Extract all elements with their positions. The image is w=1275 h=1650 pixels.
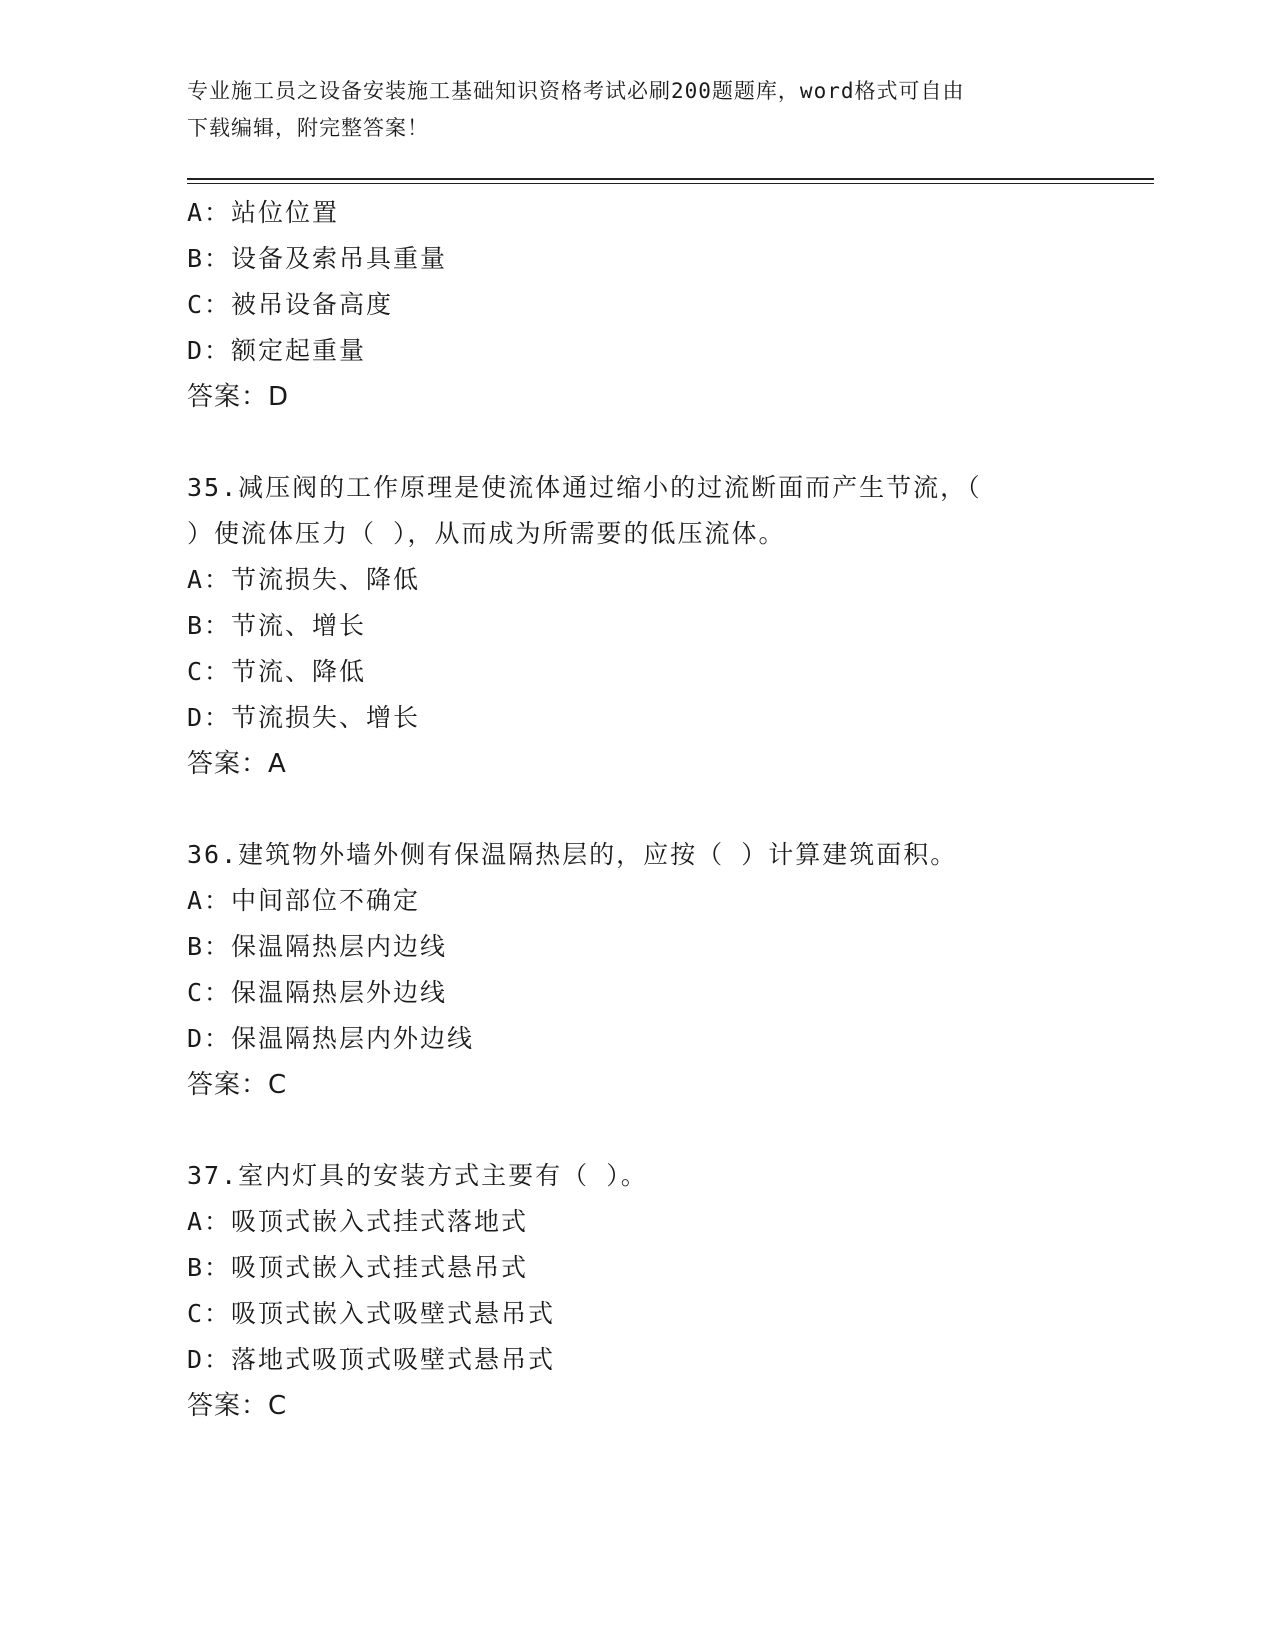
option-b: B：保温隔热层内边线 [187,932,448,961]
option-a: A：站位位置 [187,198,340,227]
header-divider-thick [187,178,1154,180]
question-stem-line-1: 35.减压阀的工作原理是使流体通过缩小的过流断面而产生节流，（ [187,473,982,502]
header-line-1: 专业施工员之设备安装施工基础知识资格考试必刷200题题库，word格式可自由 [187,79,965,103]
question-stem-line-1: 37.室内灯具的安装方式主要有（ ）。 [187,1161,648,1190]
question-list [187,190,1087,1429]
option-a: A：吸顶式嵌入式挂式落地式 [187,1207,529,1236]
document-header [187,73,1067,147]
question-block-35 [187,465,1087,787]
option-b: B：吸顶式嵌入式挂式悬吊式 [187,1253,529,1282]
question-block-36 [187,832,1087,1108]
question-stem-line-1: 36.建筑物外墙外侧有保温隔热层的，应按（ ）计算建筑面积。 [187,840,958,869]
option-a: A：节流损失、降低 [187,565,421,594]
option-c: C：保温隔热层外边线 [187,978,448,1007]
header-divider-thin [187,183,1154,184]
option-c: C：节流、降低 [187,657,367,686]
question-stem-line-2: ）使流体压力（ ），从而成为所需要的低压流体。 [187,519,786,548]
header-line-2: 下载编辑，附完整答案！ [187,116,429,140]
option-d: D：保温隔热层内外边线 [187,1024,475,1053]
answer-line: 答案：C [187,1391,288,1421]
answer-line: 答案：D [187,382,290,412]
option-b: B：设备及索吊具重量 [187,244,448,273]
answer-line: 答案：C [187,1070,288,1100]
answer-line: 答案：A [187,749,287,779]
option-a: A：中间部位不确定 [187,886,421,915]
option-d: D：额定起重量 [187,336,367,365]
question-block-34 [187,190,1087,420]
option-b: B：节流、增长 [187,611,367,640]
option-c: C：被吊设备高度 [187,290,394,319]
option-d: D：节流损失、增长 [187,703,421,732]
spacer [187,787,1087,832]
spacer [187,1108,1087,1153]
option-c: C：吸顶式嵌入式吸壁式悬吊式 [187,1299,556,1328]
spacer [187,420,1087,465]
question-block-37 [187,1153,1087,1429]
option-d: D：落地式吸顶式吸壁式悬吊式 [187,1345,556,1374]
